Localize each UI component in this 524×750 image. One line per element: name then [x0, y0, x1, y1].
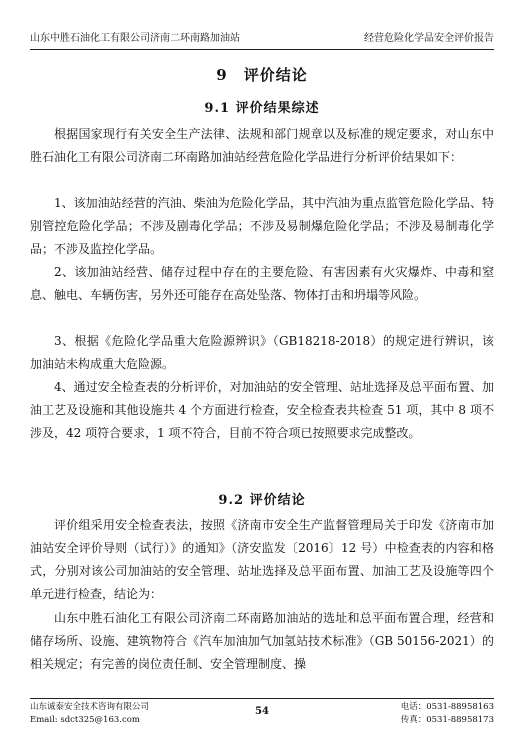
footer-fax: 传真：0531-88958173 — [400, 715, 494, 725]
page-footer — [30, 701, 494, 735]
footer-email: Email: sdct325@163.com — [30, 715, 140, 725]
paragraph-method: 评价组采用安全检查表法，按照《济南市安全生产监督管理局关于印发《济南市加油站安全评价导则（试行）》的通知》（济安监发〔2016〕12 号）中检查表的内容和格式，分别对该公司加油站的安全管理、站址选择及总平面布置、加油工艺及设施等四个单元进行检查，结论为： — [30, 518, 494, 601]
section-title-9-2: 9.2 评价结论 — [218, 493, 306, 508]
header-divider — [30, 49, 494, 50]
paragraph-item-2: 2、该加油站经营、储存过程中存在的主要危险、有害因素有火灾爆炸、中毒和窒息、触电、车辆伤害，另外还可能存在高处坠落、物体打击和坍塌等风险。 — [30, 265, 494, 302]
chapter-title: 9 评价结论 — [216, 66, 308, 84]
page-header — [30, 31, 494, 47]
footer-company: 山东诚泰安全技术咨询有限公司 — [30, 702, 150, 712]
footer-right — [401, 701, 494, 727]
footer-divider — [30, 698, 494, 699]
paragraph-intro: 根据国家现行有关安全生产法律、法规和部门规章以及标准的规定要求，对山东中胜石油化工有限公司济南二环南路加油站经营危险化学品进行分析评价结果如下： — [30, 127, 494, 164]
header-company: 山东中胜石油化工有限公司济南二环南路加油站 — [30, 33, 240, 44]
paragraph-item-4: 4、通过安全检查表的分析评价，对加油站的安全管理、站址选择及总平面布置、加油工艺及设施和其他设施共 4 个方面进行检查，安全检查表共检查 51 项，其中 8 项不涉及，42 项符合要求，1 项不符合，目前不符合项已按照要求完成整改。 — [30, 380, 494, 440]
page-number: 54 — [255, 706, 269, 717]
paragraph-item-3: 3、根据《危险化学品重大危险源辨识》（GB18218-2018）的规定进行辨识，该加油站未构成重大危险源。 — [30, 334, 494, 371]
footer-tel: 电话：0531-88958163 — [400, 702, 494, 712]
section-title-9-1: 9.1 评价结果综述 — [204, 101, 320, 116]
paragraph-conclusion: 山东中胜石油化工有限公司济南二环南路加油站的选址和总平面布置合理，经营和储存场所、设施、建筑物符合《汽车加油加气加氢站技术标准》（GB 50156-2021）的相关规定；有完善的岗位责任制、安全管理制度、操 — [30, 611, 494, 671]
header-report-title: 经营危险化学品安全评价报告 — [364, 33, 494, 44]
paragraph-item-1: 1、该加油站经营的汽油、柴油为危险化学品，其中汽油为重点监管危险化学品、特别管控危险化学品；不涉及剧毒化学品；不涉及易制爆危险化学品；不涉及易制毒化学品；不涉及监控化学品。 — [30, 196, 494, 256]
